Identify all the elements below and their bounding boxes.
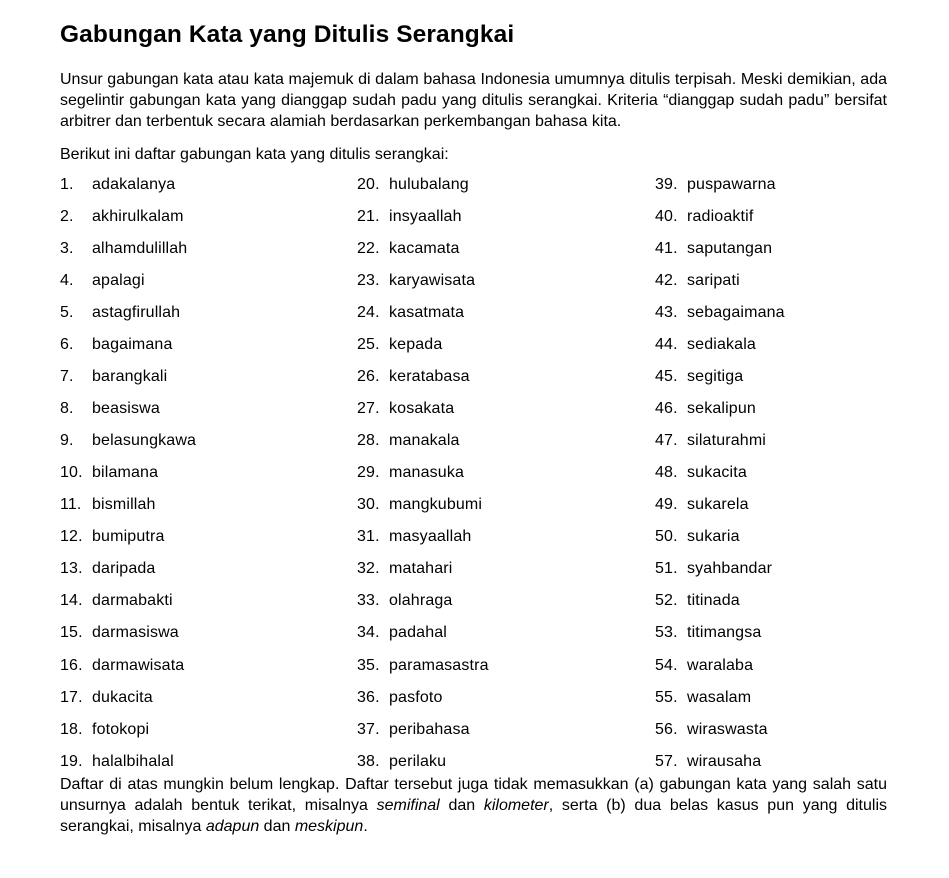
closing-text-1: Daftar di atas mungkin belum lengkap. Daftar tersebut juga tidak memasukkan (a) gabungan kata yang salah satu unsurnya adalah bentuk terikat, misalnya (60, 775, 887, 814)
list-item-word: sebagaimana (687, 304, 785, 321)
list-item-number: 4. (60, 271, 74, 289)
list-item-number: 38. (357, 752, 380, 770)
list-item (60, 238, 357, 270)
list-item-word: adakalanya (92, 175, 176, 193)
closing-text-3: , serta (b) dua belas kasus pun yang ditulis serangkai, misalnya (60, 796, 888, 836)
list-item (357, 558, 655, 590)
list-item-number: 15. (60, 624, 83, 642)
example-semifinal: semifinal (376, 796, 440, 814)
list-item (655, 494, 887, 526)
list-item (60, 398, 357, 430)
list-item-number: 43. (655, 304, 678, 321)
list-item (357, 719, 655, 751)
list-item-word: sukarela (687, 496, 749, 514)
list-item-number: 34. (357, 624, 380, 642)
list-item-number: 19. (60, 752, 83, 770)
list-item-word: titimangsa (687, 624, 762, 642)
list-item (60, 270, 357, 302)
list-item-word: akhirulkalam (92, 207, 184, 225)
list-item-word: manakala (389, 432, 460, 450)
list-item-number: 29. (357, 464, 380, 482)
list-item-number: 44. (655, 336, 678, 354)
list-item (60, 687, 357, 719)
list-item-number: 46. (655, 400, 678, 418)
list-item-number: 3. (60, 239, 74, 257)
list-item-word: wiraswasta (687, 720, 768, 738)
list-item-word: padahal (389, 624, 447, 642)
page-title: Gabungan Kata yang Ditulis Serangkai (60, 21, 515, 48)
example-adapun: adapun (205, 818, 260, 836)
list-item-number: 21. (357, 207, 380, 225)
list-item (357, 302, 655, 334)
intro-paragraph: Unsur gabungan kata atau kata majemuk di dalam bahasa Indonesia umumnya ditulis terpisah. Meski demikian, ada segelintir gabungan kata yang dianggap sudah padu yang ditulis serangkai. Kriteria “dianggap sudah padu” bersifat arbitrer dan terbentuk secara alamiah berdasarkan perkembangan bahasa kita. (60, 71, 887, 131)
list-item-number: 48. (655, 464, 678, 482)
list-item-number: 49. (655, 496, 678, 514)
list-item-number: 56. (655, 720, 678, 738)
list-item (60, 430, 357, 462)
list-item-word: dukacita (92, 688, 153, 706)
list-item-number: 13. (60, 560, 83, 578)
list-item-number: 24. (357, 304, 380, 321)
list-item (357, 590, 655, 622)
document-page (60, 18, 887, 837)
list-item-number: 6. (60, 336, 74, 354)
list-item (655, 590, 887, 622)
list-item-word: karyawisata (389, 271, 476, 289)
example-meskipun: meskipun (294, 818, 364, 836)
list-item-number: 57. (655, 752, 678, 770)
list-item-number: 39. (655, 175, 678, 193)
list-item-number: 16. (60, 656, 83, 674)
list-item-word: radioaktif (687, 207, 754, 225)
list-item (655, 558, 887, 590)
list-item-number: 30. (357, 496, 380, 514)
list-item (655, 622, 887, 654)
list-item-word: beasiswa (92, 400, 160, 418)
list-item-number: 52. (655, 592, 678, 610)
list-item-number: 7. (60, 368, 74, 386)
list-item-number: 53. (655, 624, 678, 642)
list-item-word: darmabakti (92, 592, 173, 610)
list-item-word: daripada (92, 560, 156, 578)
list-item (60, 494, 357, 526)
list-item (655, 174, 887, 206)
list-item-word: olahraga (389, 592, 453, 610)
list-item (655, 687, 887, 719)
list-item-number: 51. (655, 560, 678, 578)
list-item-number: 10. (60, 464, 83, 482)
list-item (60, 526, 357, 558)
list-item (357, 687, 655, 719)
list-item-word: saripati (687, 271, 740, 289)
list-item (655, 238, 887, 270)
list-item (655, 366, 887, 398)
list-item-word: bumiputra (92, 528, 165, 546)
list-item-word: segitiga (687, 368, 744, 386)
list-item-word: darmasiswa (92, 624, 179, 642)
list-item-number: 22. (357, 239, 380, 257)
list-item-number: 55. (655, 688, 678, 706)
list-item (60, 590, 357, 622)
list-item-word: mangkubumi (389, 496, 483, 514)
list-item (655, 655, 887, 687)
list-item-number: 50. (655, 528, 678, 546)
list-item (357, 238, 655, 270)
list-item (357, 174, 655, 206)
list-item (655, 334, 887, 366)
list-item-word: waralaba (687, 656, 754, 674)
closing-paragraph (60, 774, 887, 838)
list-item-word: apalagi (92, 271, 145, 289)
list-item (655, 719, 887, 751)
list-item-word: pasfoto (389, 688, 443, 706)
list-item (60, 334, 357, 366)
list-item-number: 25. (357, 336, 380, 354)
list-item (60, 558, 357, 590)
list-item-word: paramasastra (389, 656, 489, 674)
list-item (357, 526, 655, 558)
list-item-number: 8. (60, 400, 74, 418)
list-item (357, 494, 655, 526)
list-item-number: 41. (655, 239, 678, 257)
list-item-word: fotokopi (92, 720, 150, 738)
list-item-number: 36. (357, 688, 380, 706)
list-item-number: 2. (60, 207, 74, 225)
list-item (655, 398, 887, 430)
list-item (655, 526, 887, 558)
list-item (357, 462, 655, 494)
list-item-number: 20. (357, 175, 380, 193)
list-item-word: hulubalang (389, 175, 469, 193)
list-item (655, 462, 887, 494)
list-item-word: titinada (687, 592, 740, 610)
list-item-number: 35. (357, 656, 380, 674)
list-item (655, 270, 887, 302)
list-item-word: perilaku (389, 752, 447, 770)
list-item-word: halalbihalal (92, 752, 174, 770)
list-item-number: 37. (357, 720, 380, 738)
list-item-number: 28. (357, 432, 380, 450)
list-item (60, 622, 357, 654)
list-item-word: insyaallah (389, 207, 462, 225)
list-item-number: 47. (655, 432, 678, 450)
list-item-word: sukacita (687, 464, 747, 482)
list-item-word: belasungkawa (92, 432, 197, 450)
list-item (60, 462, 357, 494)
list-item-word: wirausaha (687, 752, 762, 770)
list-item (357, 655, 655, 687)
closing-text-2: dan (439, 796, 484, 814)
list-item-number: 11. (60, 496, 82, 514)
list-item-word: silaturahmi (687, 432, 767, 450)
list-item-number: 17. (60, 688, 83, 706)
list-item (655, 302, 887, 334)
list-item-number: 9. (60, 432, 74, 450)
list-item-word: sediakala (687, 336, 756, 354)
list-item (357, 430, 655, 462)
list-item-number: 26. (357, 368, 380, 386)
list-item-number: 33. (357, 592, 380, 610)
list-item-word: kepada (389, 336, 443, 354)
list-item-number: 5. (60, 304, 74, 321)
list-item-word: masyaallah (389, 528, 472, 546)
list-item-number: 18. (60, 720, 83, 738)
list-item-word: syahbandar (687, 560, 773, 578)
list-item-word: bilamana (92, 464, 159, 482)
list-item-word: kosakata (389, 400, 455, 418)
list-item-word: astagfirullah (92, 304, 181, 321)
closing-text-4: dan (259, 818, 295, 836)
list-item-word: alhamdulillah (92, 239, 188, 257)
list-item-number: 1. (60, 175, 74, 193)
word-list (60, 174, 887, 783)
list-item-word: saputangan (687, 239, 773, 257)
list-item-number: 23. (357, 271, 380, 289)
list-item-word: bismillah (92, 496, 156, 514)
list-item (357, 334, 655, 366)
list-item (60, 655, 357, 687)
list-item (357, 206, 655, 238)
list-item-number: 54. (655, 656, 678, 674)
list-item-number: 12. (60, 528, 83, 546)
list-item-number: 27. (357, 400, 380, 418)
list-item (655, 206, 887, 238)
list-item-word: puspawarna (687, 175, 776, 193)
list-lead-paragraph: Berikut ini daftar gabungan kata yang ditulis serangkai: (60, 145, 449, 163)
list-item-word: kasatmata (389, 304, 465, 321)
list-item-word: sekalipun (687, 400, 756, 418)
example-kilometer: kilometer (483, 796, 549, 814)
list-item-word: manasuka (389, 464, 465, 482)
list-item-word: kacamata (389, 239, 460, 257)
list-item-word: wasalam (687, 688, 752, 706)
list-item-number: 42. (655, 271, 678, 289)
list-item-word: barangkali (92, 368, 168, 386)
list-item-word: sukaria (687, 528, 740, 546)
list-item (60, 206, 357, 238)
list-item-word: peribahasa (389, 720, 470, 738)
list-item-word: keratabasa (389, 368, 470, 386)
list-item-word: darmawisata (92, 656, 185, 674)
list-item-word: bagaimana (92, 336, 173, 354)
list-item (60, 174, 357, 206)
list-item-word: matahari (389, 560, 453, 578)
list-item-number: 14. (60, 592, 83, 610)
list-item (357, 366, 655, 398)
list-item (655, 430, 887, 462)
list-item (357, 622, 655, 654)
list-item-number: 32. (357, 560, 380, 578)
list-item (60, 366, 357, 398)
list-item-number: 45. (655, 368, 678, 386)
list-item-number: 31. (357, 528, 380, 546)
list-item (60, 719, 357, 751)
list-item-number: 40. (655, 207, 678, 225)
list-item (357, 270, 655, 302)
closing-text-5: . (363, 818, 368, 836)
list-item (357, 398, 655, 430)
list-item (60, 302, 357, 334)
